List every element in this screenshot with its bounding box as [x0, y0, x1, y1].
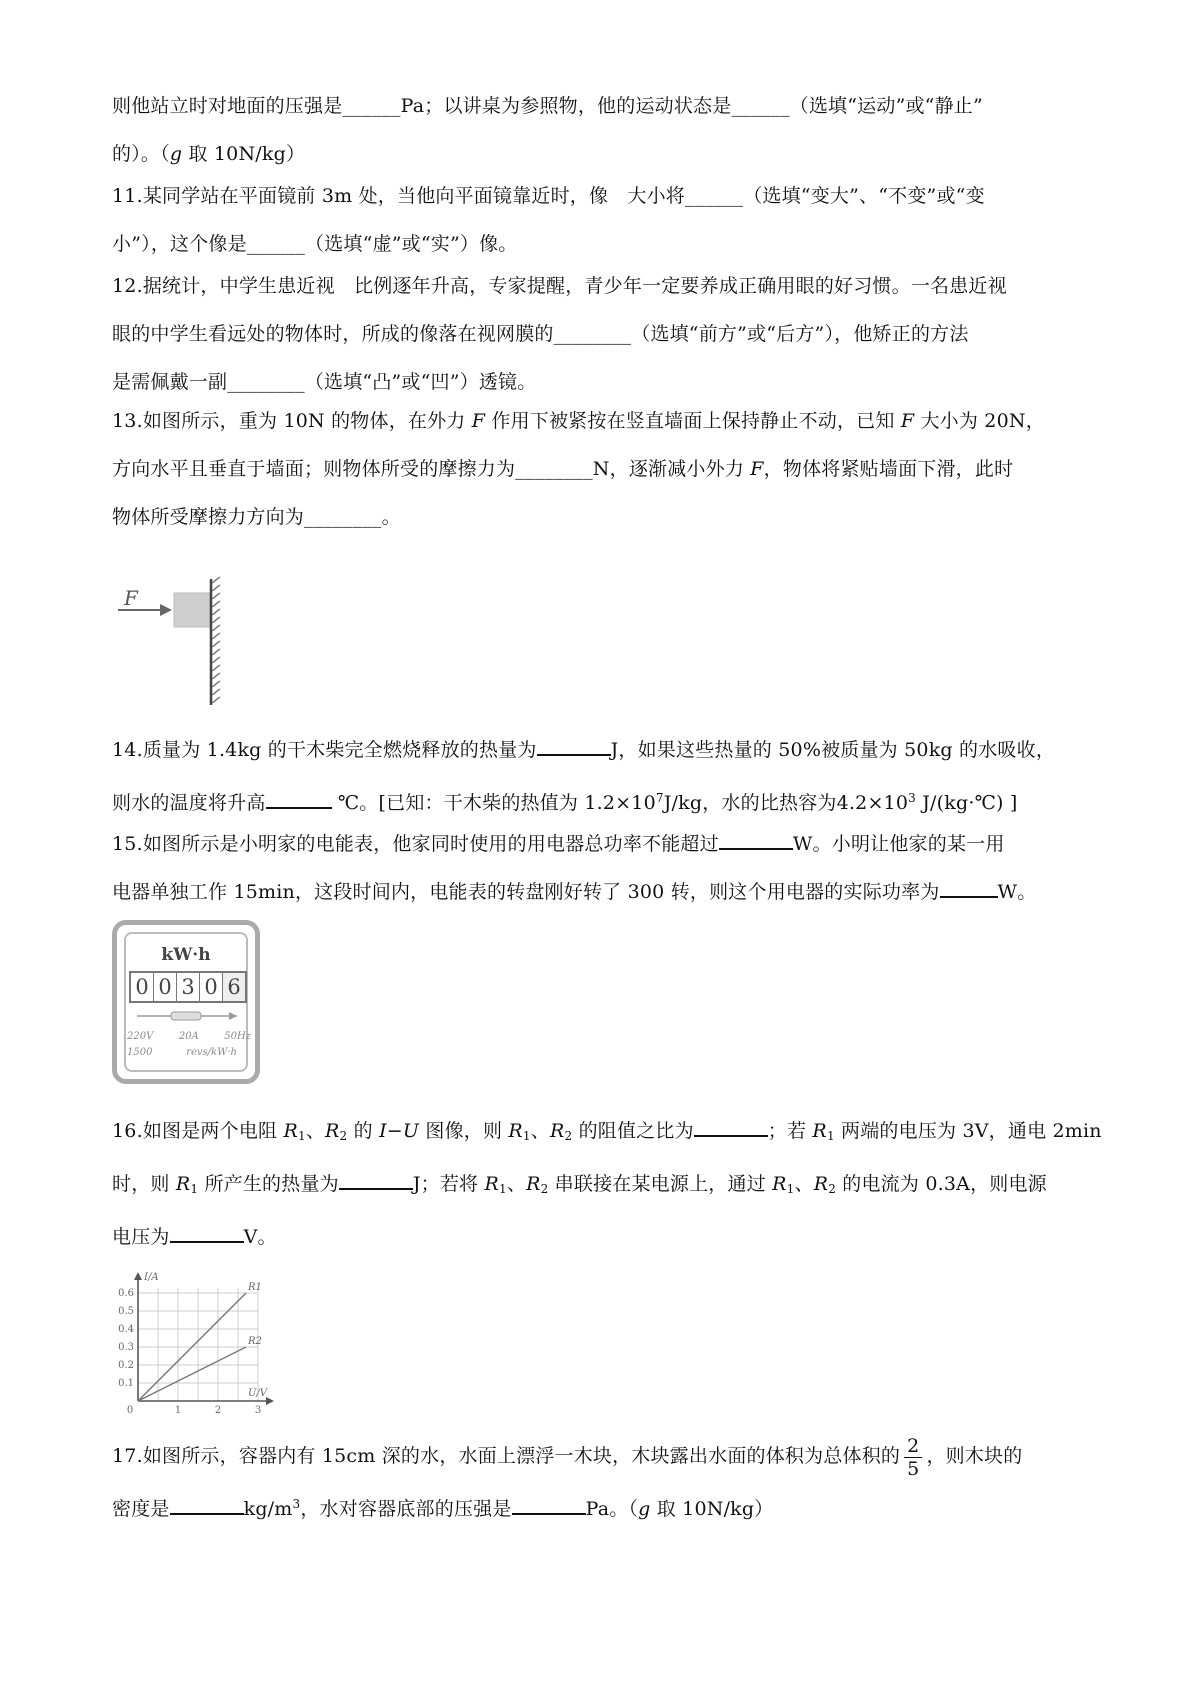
meter-digit: 3 — [177, 973, 200, 1001]
answer-blank[interactable] — [940, 876, 998, 898]
question-16 — [112, 1107, 1102, 1261]
meter-digits — [129, 971, 247, 1003]
meter-specs-row-2: 1500 revs/kW·h — [127, 1047, 237, 1058]
meter-disc-icon — [137, 1009, 237, 1023]
y-tick: 0.5 — [118, 1306, 134, 1317]
meter-digit: 0 — [131, 973, 154, 1001]
fraction: $\frac{2}{5}$ — [904, 1435, 922, 1480]
q14-line-1: 14.质量为 1.4kg 的干木柴完全燃烧释放的热量为 J，如果这些热量的 50%被质量为 50kg 的水吸收， — [112, 726, 1102, 774]
q16-line-2: 时，则 $R_1$ 所产生的热量为 J；若将 $R_1$、$R_2$ 串联接在某电源上，通过 $R_1$、$R_2$ 的电流为 0.3A，则电源 — [112, 1160, 1102, 1213]
y-tick: 0.6 — [118, 1288, 134, 1299]
meter-unit: kW·h — [161, 945, 211, 965]
x-axis-label: U/V — [248, 1388, 268, 1399]
line-r1-label: R1 — [248, 1282, 262, 1293]
x-tick: 1 — [174, 1405, 182, 1413]
q15-line-1: 15.如图所示是小明家的电能表，他家同时使用的用电器总功率不能超过 W。小明让他家的某一用 — [112, 820, 1102, 868]
y-tick: 0.1 — [118, 1378, 134, 1389]
question-14 — [112, 726, 1102, 827]
q12-line-2: 眼的中学生看远处的物体时，所成的像落在视网膜的________（选填“前方”或“后方”），他矫正的方法 — [112, 323, 969, 345]
q11-line-2: 小”），这个像是______（选填“虚”或“实”）像。 — [112, 233, 518, 255]
force-label: F — [124, 586, 138, 610]
x-axis-arrow-icon — [266, 1397, 274, 1405]
x-tick: 2 — [214, 1405, 222, 1413]
wall-hatching — [212, 577, 220, 703]
q16-line-3: 电压为 V。 — [112, 1213, 1102, 1261]
x-tick: 3 — [254, 1405, 262, 1413]
meter-digit: 0 — [200, 973, 223, 1001]
x-ticks — [127, 1405, 261, 1413]
block — [174, 593, 210, 627]
y-tick: 0.3 — [118, 1342, 134, 1353]
q10-line-1: 则他站立时对地面的压强是______Pa；以讲桌为参照物，他的运动状态是______（选填“运动”或“静止” — [112, 95, 983, 117]
q10-line-2: 的）。（g 取 10N/kg） — [112, 143, 306, 165]
answer-blank[interactable] — [512, 1493, 586, 1515]
answer-blank[interactable] — [170, 1493, 244, 1515]
q17-line-1: 17.如图所示，容器内有 15cm 深的水，水面上漂浮一木块，木块露出水面的体积为总体积的 $\frac{2}{5}$ ，则木块的 — [112, 1434, 1023, 1480]
q13-line-2: 方向水平且垂直于墙面；则物体所受的摩擦力为________N，逐渐减小外力 F，物体将紧贴墙面下滑，此时 — [112, 458, 1014, 480]
q13-line-3: 物体所受摩擦力方向为________。 — [112, 506, 401, 528]
iu-graph — [108, 1268, 278, 1413]
meter-digit: 6 — [223, 973, 245, 1001]
q12-line-3: 是需佩戴一副________（选填“凸”或“凹”）透镜。 — [112, 371, 537, 393]
question-12 — [112, 262, 1102, 406]
question-11 — [112, 172, 1102, 268]
force-wall-figure — [112, 575, 242, 707]
answer-blank[interactable] — [266, 787, 332, 809]
question-13 — [112, 397, 1102, 541]
q16-line-1: 16.如图是两个电阻 $R_1$、$R_2$ 的 I−U 图像，则 $R_1$、$R_2$ 的阻值之比为 ；若 $R_1$ 两端的电压为 3V，通电 2min — [112, 1107, 1102, 1160]
meter-specs-row-1: 220V 20A 50Hz — [127, 1031, 251, 1042]
answer-blank[interactable] — [694, 1115, 768, 1137]
x-tick: 0 — [126, 1405, 134, 1413]
answer-blank[interactable] — [537, 734, 611, 756]
question-15 — [112, 820, 1102, 916]
line-r2 — [138, 1347, 246, 1401]
q15-line-2: 电器单独工作 15min，这段时间内，电能表的转盘刚好转了 300 转，则这个用电器的实际功率为 W。 — [112, 868, 1102, 916]
y-axis-label: I/A — [144, 1272, 159, 1283]
q14-line-2: 则水的温度将升高 ℃。[已知：干木柴的热值为 $1.2\times 10^7J/kg$，水的比热容为$4.2\times 10^3$ J/(kg·℃) ] — [112, 774, 1102, 827]
question-17 — [112, 1432, 1102, 1533]
question-10 — [112, 82, 1102, 178]
y-tick: 0.4 — [118, 1324, 134, 1335]
y-tick: 0.2 — [118, 1360, 134, 1371]
q11-line-1: 11.某同学站在平面镜前 3m 处，当他向平面镜靠近时，像 大小将______（选填“变大”、“不变”或“变 — [112, 185, 985, 207]
q17-line-2: 密度是 $kg/m^3$，水对容器底部的压强是 Pa。（g 取 10N/kg） — [112, 1480, 1102, 1533]
q13-line-1: 13.如图所示，重为 10N 的物体，在外力 F 作用下被紧按在竖直墙面上保持静止不动，已知 F 大小为 20N， — [112, 410, 1045, 432]
meter-digit: 0 — [154, 973, 177, 1001]
answer-blank[interactable] — [339, 1168, 413, 1190]
y-axis-arrow-icon — [134, 1272, 142, 1280]
q12-line-1: 12.据统计，中学生患近视 比例逐年升高，专家提醒，青少年一定要养成正确用眼的好习惯。一名患近视 — [112, 275, 1007, 297]
force-arrowhead-icon — [160, 604, 172, 616]
y-ticks — [118, 1288, 134, 1389]
line-r2-label: R2 — [248, 1336, 262, 1347]
graph-grid — [138, 1288, 258, 1401]
answer-blank[interactable] — [170, 1221, 244, 1243]
answer-blank[interactable] — [719, 828, 793, 850]
electric-meter — [112, 920, 260, 1084]
